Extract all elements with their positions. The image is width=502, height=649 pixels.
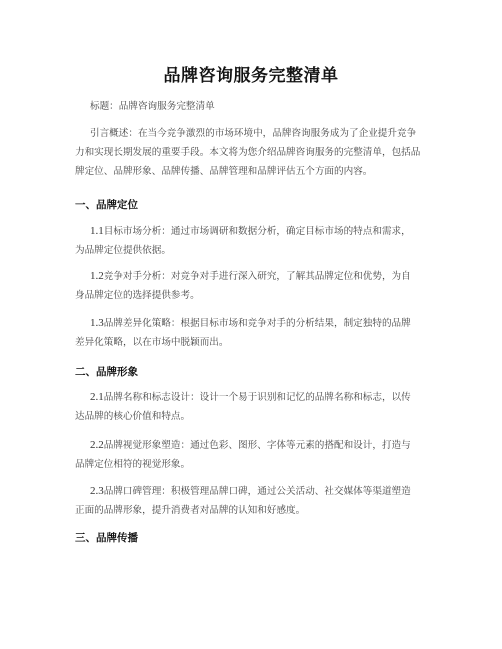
item-line — [75, 482, 435, 501]
intro-paragraph — [75, 124, 435, 181]
section-heading: 一、品牌定位 — [75, 199, 138, 211]
item-text: 品牌名称和标志设计：设计一个易于识别和记忆的品牌名称和标志，以传 — [103, 392, 411, 403]
list-item — [75, 388, 435, 426]
subtitle-paragraph — [75, 97, 435, 116]
list-item — [75, 436, 435, 474]
item-line: 差异化策略，以在市场中脱颖而出。 — [75, 337, 229, 348]
item-number: 2.3 — [90, 485, 104, 497]
subtitle-text: 标题：品牌咨询服务完整清单 — [90, 101, 215, 112]
intro-line: 力和实现长期发展的重要手段。本文将为您介绍品牌咨询服务的完整清单，包括品 — [75, 147, 421, 158]
item-number: 1.3 — [90, 317, 104, 329]
item-line: 达品牌的核心价值和特点。 — [75, 411, 191, 422]
intro-line: 引言概述：在当今竞争激烈的市场环境中，品牌咨询服务成为了企业提升竞争 — [90, 128, 417, 139]
item-line — [75, 314, 435, 333]
item-line — [75, 436, 435, 455]
item-line — [75, 388, 435, 407]
intro-line: 牌定位、品牌形象、品牌传播、品牌管理和品牌评估五个方面的内容。 — [75, 166, 373, 177]
item-line: 为品牌定位提供依据。 — [75, 245, 171, 256]
item-text: 品牌差异化策略：根据目标市场和竞争对手的分析结果，制定独特的品牌 — [103, 318, 411, 329]
item-number: 2.1 — [90, 391, 104, 403]
item-line: 品牌定位相符的视觉形象。 — [75, 459, 191, 470]
item-text: 竞争对手分析：对竞争对手进行深入研究，了解其品牌定位和优势，为自 — [103, 271, 411, 282]
item-line — [75, 267, 435, 286]
item-line: 正面的品牌形象，提升消费者对品牌的认知和好感度。 — [75, 505, 306, 516]
item-line: 身品牌定位的选择提供参考。 — [75, 290, 200, 301]
list-item — [75, 314, 435, 352]
item-number: 2.2 — [90, 439, 104, 451]
item-text: 品牌口碑管理：积极管理品牌口碑，通过公关活动、社交媒体等渠道塑造 — [103, 486, 411, 497]
list-item — [75, 222, 435, 260]
list-item — [75, 482, 435, 520]
item-number: 1.2 — [90, 270, 104, 282]
item-text: 目标市场分析：通过市场调研和数据分析，确定目标市场的特点和需求， — [103, 226, 411, 237]
item-text: 品牌视觉形象塑造：通过色彩、图形、字体等元素的搭配和设计，打造与 — [103, 440, 411, 451]
item-number: 1.1 — [90, 225, 104, 237]
section-heading: 二、品牌形象 — [75, 366, 138, 378]
document-title: 品牌咨询服务完整清单 — [163, 66, 339, 86]
item-line — [75, 222, 435, 241]
list-item — [75, 267, 435, 305]
section-heading: 三、品牌传播 — [75, 532, 138, 544]
